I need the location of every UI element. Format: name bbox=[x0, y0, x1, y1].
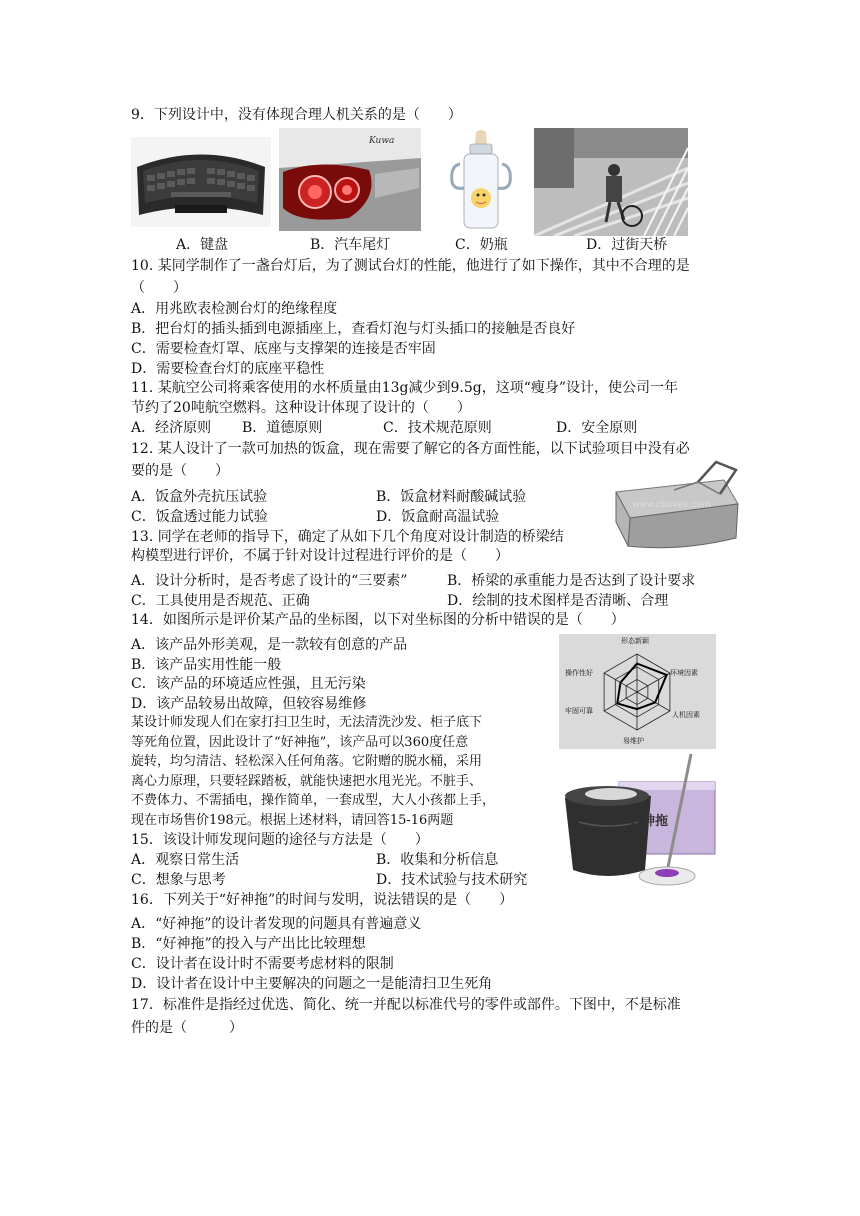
q12-option-d: D．饭盒耐高温试验 bbox=[376, 509, 500, 525]
mop-product-image bbox=[559, 752, 718, 895]
q9-caption-a: A．键盘 bbox=[176, 237, 229, 253]
q14-option-d: D．该产品较易出故障，但较容易维修 bbox=[131, 696, 367, 712]
q10-option-d: D．需要检查台灯的底座平稳性 bbox=[131, 361, 325, 377]
q12-stem-line2: 要的是（ ） bbox=[131, 463, 229, 479]
overpass-image bbox=[534, 128, 688, 236]
tail-light-image bbox=[279, 128, 421, 231]
evaluation-radar-chart bbox=[559, 634, 716, 749]
q15-option-c: C．想象与思考 bbox=[131, 872, 226, 888]
q11-stem-line1: 11. 某航空公司将乘客使用的水杯质量由13g减少到9.5g，这项“瘦身”设计，使公司一年 bbox=[131, 380, 679, 396]
mop-box-label: 好神拖 bbox=[629, 814, 669, 829]
q13-stem-line2: 构模型进行评价，不属于针对设计过程进行评价的是（ ） bbox=[131, 548, 509, 564]
lunch-box-watermark: www.cbuvee.com bbox=[632, 500, 711, 510]
passage-line: 旋转，均匀清洁、轻松深入任何角落。它附赠的脱水桶，采用 bbox=[131, 754, 483, 769]
q15-stem: 15．该设计师发现问题的途径与方法是（ ） bbox=[131, 832, 429, 848]
radar-label-maintainable: 易维护 bbox=[623, 737, 644, 745]
q11-option-a: A．经济原则 bbox=[131, 420, 212, 436]
q10-option-b: B．把台灯的插头插到电源插座上，查看灯泡与灯头插口的接触是否良好 bbox=[131, 321, 576, 337]
lunch-box-image bbox=[608, 460, 744, 552]
keyboard-image bbox=[131, 137, 271, 227]
q14-option-b: B．该产品实用性能一般 bbox=[131, 657, 282, 673]
passage-line: 等死角位置，因此设计了“好神拖”，该产品可以360度任意 bbox=[131, 734, 469, 750]
q12-option-c: C．饭盒透过能力试验 bbox=[131, 509, 268, 525]
passage-line: 离心力原理，只要轻踩踏板，就能快速把水甩光光。不脏手、 bbox=[131, 773, 483, 789]
q15-option-b: B．收集和分析信息 bbox=[376, 852, 499, 868]
q13-option-b: B．桥梁的承重能力是否达到了设计要求 bbox=[447, 573, 696, 589]
passage-line: 现在市场售价198元。根据上述材料，请回答15-16两题 bbox=[131, 812, 454, 828]
q13-option-c: C．工具使用是否规范、正确 bbox=[131, 593, 310, 609]
q17-stem-line1: 17．标准件是指经过优选、简化、统一并配以标准代号的零件或部件。下图中，不是标准 bbox=[131, 997, 681, 1013]
passage-line: 不费体力、不需插电，操作简单，一套成型，大人小孩都上手， bbox=[131, 793, 496, 808]
q16-stem: 16．下列关于“好神拖”的时间与发明，说法错误的是（ ） bbox=[131, 892, 514, 908]
q12-option-a: A．饭盒外壳抗压试验 bbox=[131, 489, 268, 505]
q12-option-b: B．饭盒材料耐酸碱试验 bbox=[376, 489, 527, 505]
q9-caption-c: C．奶瓶 bbox=[455, 237, 508, 253]
q16-option-a: A．“好神拖”的设计者发现的问题具有普遍意义 bbox=[131, 916, 422, 932]
q11-option-b: B．道德原则 bbox=[242, 420, 323, 436]
q13-option-d: D．绘制的技术图样是否清晰、合理 bbox=[447, 593, 669, 609]
q16-option-c: C．设计者在设计时不需要考虑材料的限制 bbox=[131, 956, 394, 972]
q15-option-a: A．观察日常生活 bbox=[131, 852, 240, 868]
q9-caption-b: B．汽车尾灯 bbox=[310, 237, 391, 253]
baby-bottle-image bbox=[446, 128, 516, 233]
q14-option-c: C．该产品的环境适应性强，且无污染 bbox=[131, 676, 366, 692]
q10-option-a: A．用兆欧表检测台灯的绝缘程度 bbox=[131, 301, 338, 317]
q16-option-b: B．“好神拖”的投入与产出比比较理想 bbox=[131, 936, 366, 952]
q11-option-c: C．技术规范原则 bbox=[383, 420, 492, 436]
q9-caption-d: D．过街天桥 bbox=[586, 237, 668, 253]
q17-stem-line2: 件的是（ ） bbox=[131, 1020, 243, 1036]
radar-label-operability: 操作性好 bbox=[565, 669, 593, 677]
q13-stem-line1: 13. 同学在老师的指导下，确定了从如下几个角度对设计制造的桥梁结 bbox=[131, 529, 564, 545]
q10-stem-line2: （ ） bbox=[131, 280, 187, 296]
radar-score-polygon bbox=[617, 664, 666, 710]
q10-stem-line1: 10. 某同学制作了一盏台灯后，为了测试台灯的性能，他进行了如下操作，其中不合理的是 bbox=[131, 258, 690, 274]
q16-option-d: D．设计者在设计中主要解决的问题之一是能清扫卫生死角 bbox=[131, 976, 493, 992]
radar-label-ergonomics: 人机因素 bbox=[672, 711, 700, 719]
q13-option-a: A．设计分析时，是否考虑了设计的“三要素” bbox=[131, 573, 408, 589]
radar-label-novel-form: 形态新颖 bbox=[621, 637, 649, 645]
q11-option-d: D．安全原则 bbox=[556, 420, 638, 436]
radar-label-durable: 牢固可靠 bbox=[565, 707, 593, 715]
q15-option-d: D．技术试验与技术研究 bbox=[376, 872, 528, 888]
mop-passage bbox=[131, 713, 495, 830]
passage-line: 某设计师发现人们在家打扫卫生时，无法清洗沙发、柜子底下 bbox=[131, 715, 483, 730]
q12-stem-line1: 12. 某人设计了一款可加热的饭盒，现在需要了解它的各方面性能，以下试验项目中没有必 bbox=[131, 441, 690, 457]
q9-stem: 9．下列设计中，没有体现合理人机关系的是（ ） bbox=[131, 107, 462, 123]
radar-label-environment: 环境因素 bbox=[670, 669, 698, 677]
q14-option-a: A．该产品外形美观，是一款较有创意的产品 bbox=[131, 637, 408, 653]
q14-stem: 14．如图所示是评价某产品的坐标图，以下对坐标图的分析中错误的是（ ） bbox=[131, 612, 625, 628]
watermark-text: Kuwa bbox=[369, 136, 395, 146]
q11-stem-line2: 节约了20吨航空燃料。这种设计体现了设计的（ ） bbox=[131, 400, 471, 416]
q10-option-c: C．需要检查灯罩、底座与支撑架的连接是否牢固 bbox=[131, 341, 436, 357]
